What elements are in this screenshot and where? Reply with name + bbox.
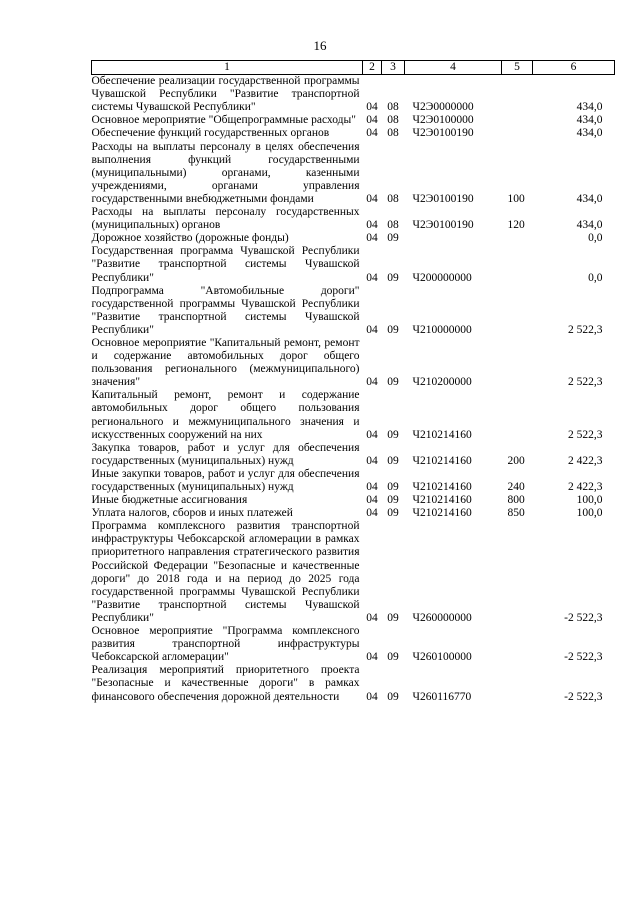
row-expense-type (502, 285, 533, 337)
row-target-article: Ч260000000 (412, 611, 472, 624)
row-target-article: Ч2Э0000000 (412, 101, 474, 114)
table-row (92, 127, 615, 140)
header-cell-1: 1 (92, 61, 363, 75)
row-target-article: Ч2Э0100190 (412, 192, 474, 205)
table-row (92, 442, 615, 468)
row-name: Обеспечение реализации государственной программы Чувашской Республики "Развитие транспортной системы Чувашской Республики" (91, 75, 360, 114)
row-amount: -2 522,3 (564, 690, 603, 703)
row-expense-type (502, 664, 533, 703)
row-amount: -2 522,3 (564, 651, 603, 664)
row-expense-type (502, 337, 533, 389)
row-name: Закупка товаров, работ и услуг для обеспечения государственных (муниципальных) нужд (91, 441, 360, 467)
row-subsection: 09 (387, 507, 399, 520)
row-target-article: Ч260116770 (412, 690, 472, 703)
row-name: Реализация мероприятий приоритетного проекта "Безопасные и качественные дороги" в рамках финансового обеспечения дорожной деятельности (91, 664, 360, 703)
row-amount: 434,0 (576, 192, 603, 205)
row-name: Основное мероприятие "Капитальный ремонт, ремонт и содержание автомобильных дорог общего пользования регионального (межмуниципального) значения" (91, 336, 360, 389)
header-cell-5: 5 (502, 61, 533, 75)
budget-table (91, 60, 615, 704)
row-expense-type (502, 245, 533, 284)
row-expense-type: 800 (507, 494, 525, 507)
row-name: Государственная программа Чувашской Республики "Развитие транспортной системы Чувашской Республики" (91, 245, 360, 284)
row-target-article: Ч210214160 (412, 481, 472, 493)
row-subsection: 09 (387, 651, 399, 664)
row-target-article: Ч210214160 (412, 428, 472, 441)
row-section: 04 (366, 323, 378, 336)
table-row (92, 389, 615, 441)
row-expense-type: 100 (507, 192, 525, 205)
table-row (92, 507, 615, 520)
table-row (92, 232, 615, 245)
row-section: 04 (366, 454, 378, 467)
row-name: Программа комплексного развития транспортной инфраструктуры Чебоксарской агломерации в рамках приоритетного направления стратегического развития Российской Федерации "Безопасные и качественные дороги" до 2018 года и на период до 2025 года государственной программы Чувашской Республики "Развитие транспортной системы Чувашской Республики" (91, 520, 360, 624)
row-amount: 0,0 (588, 232, 603, 245)
row-subsection: 09 (387, 611, 399, 624)
row-subsection: 09 (387, 494, 399, 507)
table-row (92, 664, 615, 703)
row-subsection: 08 (387, 101, 399, 114)
table-row (92, 520, 615, 625)
header-cell-3: 3 (382, 61, 405, 75)
row-name: Иные закупки товаров, работ и услуг для обеспечения государственных (муниципальных) нужд (91, 467, 360, 493)
row-name: Обеспечение функций государственных органов (91, 127, 330, 140)
row-section: 04 (366, 507, 378, 520)
row-amount: -2 522,3 (564, 611, 603, 624)
row-expense-type: 240 (507, 481, 525, 493)
header-cell-4: 4 (405, 61, 502, 75)
row-name: Расходы на выплаты персоналу государственных (муниципальных) органов (91, 206, 360, 232)
row-name: Подпрограмма "Автомобильные дороги" государственной программы Чувашской Республики "Развитие транспортной системы Чувашской Республики" (91, 284, 360, 336)
table-header-row (92, 61, 615, 75)
row-amount: 100,0 (576, 507, 603, 520)
row-amount: 434,0 (576, 114, 603, 127)
row-amount: 2 522,3 (568, 323, 603, 336)
row-amount: 434,0 (576, 127, 603, 140)
table-row (92, 114, 615, 127)
row-expense-type: 850 (507, 507, 525, 520)
row-target-article: Ч260100000 (412, 651, 472, 664)
table-body (92, 75, 615, 704)
row-amount: 2 422,3 (568, 481, 603, 493)
row-subsection: 09 (387, 323, 399, 336)
row-amount: 2 422,3 (568, 454, 603, 467)
table-row (92, 285, 615, 337)
row-subsection: 09 (387, 690, 399, 703)
table-row (92, 75, 615, 115)
row-target-article: Ч2Э0100190 (412, 219, 474, 232)
row-expense-type (502, 75, 533, 115)
row-section: 04 (366, 232, 378, 245)
row-name: Основное мероприятие "Общепрограммные расходы" (91, 114, 356, 127)
row-section: 04 (366, 690, 378, 703)
row-section: 04 (366, 271, 378, 284)
row-section: 04 (366, 428, 378, 441)
row-section: 04 (366, 611, 378, 624)
row-amount: 100,0 (576, 494, 603, 507)
row-subsection: 08 (387, 114, 399, 127)
row-name: Расходы на выплаты персоналу в целях обеспечения выполнения функций государственными (муниципальными) органами, казенными учреждениями, органами управления государственными внебюджетными фондами (91, 140, 360, 205)
row-target-article (405, 232, 502, 245)
row-subsection: 09 (387, 232, 399, 245)
row-subsection: 08 (387, 192, 399, 205)
table-row (92, 625, 615, 664)
table-row (92, 494, 615, 507)
row-section: 04 (366, 114, 378, 127)
row-section: 04 (366, 127, 378, 140)
row-target-article: Ч210000000 (412, 323, 472, 336)
row-expense-type (502, 232, 533, 245)
row-section: 04 (366, 376, 378, 389)
row-subsection: 09 (387, 376, 399, 389)
row-subsection: 09 (387, 481, 399, 493)
row-subsection: 09 (387, 271, 399, 284)
row-expense-type (502, 625, 533, 664)
row-name: Основное мероприятие "Программа комплексного развития транспортной инфраструктуры Чебоксарской агломерации" (91, 625, 360, 664)
row-expense-type (502, 114, 533, 127)
row-section: 04 (366, 494, 378, 507)
row-name: Уплата налогов, сборов и иных платежей (91, 507, 293, 520)
row-section: 04 (366, 192, 378, 205)
table-row (92, 141, 615, 206)
row-target-article: Ч210214160 (412, 494, 472, 507)
page-number: 16 (313, 38, 327, 53)
row-section: 04 (366, 481, 378, 493)
row-name: Дорожное хозяйство (дорожные фонды) (91, 232, 289, 245)
row-amount: 2 522,3 (568, 428, 603, 441)
row-subsection: 08 (387, 219, 399, 232)
row-expense-type (502, 389, 533, 441)
row-section: 04 (366, 651, 378, 664)
row-expense-type: 120 (507, 219, 525, 232)
row-target-article: Ч210214160 (412, 454, 472, 467)
table-row (92, 468, 615, 494)
row-name: Капитальный ремонт, ремонт и содержание автомобильных дорог общего пользования регионального и межмуниципального значения и искусственных сооружений на них (91, 389, 360, 441)
row-target-article: Ч210214160 (412, 507, 472, 520)
row-target-article: Ч200000000 (412, 271, 472, 284)
row-expense-type: 200 (507, 454, 525, 467)
row-expense-type (502, 520, 533, 625)
row-name: Иные бюджетные ассигнования (91, 494, 248, 507)
row-subsection: 09 (387, 428, 399, 441)
row-target-article: Ч2Э0100190 (412, 127, 474, 140)
row-amount: 434,0 (576, 219, 603, 232)
header-cell-6: 6 (533, 61, 615, 75)
row-expense-type (502, 127, 533, 140)
row-amount: 2 522,3 (568, 376, 603, 389)
table-row (92, 337, 615, 389)
row-section: 04 (366, 101, 378, 114)
header-cell-2: 2 (363, 61, 382, 75)
row-subsection: 08 (387, 127, 399, 140)
table-row (92, 245, 615, 284)
row-amount: 0,0 (588, 271, 603, 284)
row-target-article: Ч210200000 (412, 376, 472, 389)
row-section: 04 (366, 219, 378, 232)
table-row (92, 206, 615, 232)
row-subsection: 09 (387, 454, 399, 467)
row-amount: 434,0 (576, 101, 603, 114)
row-target-article: Ч2Э0100000 (412, 114, 474, 127)
